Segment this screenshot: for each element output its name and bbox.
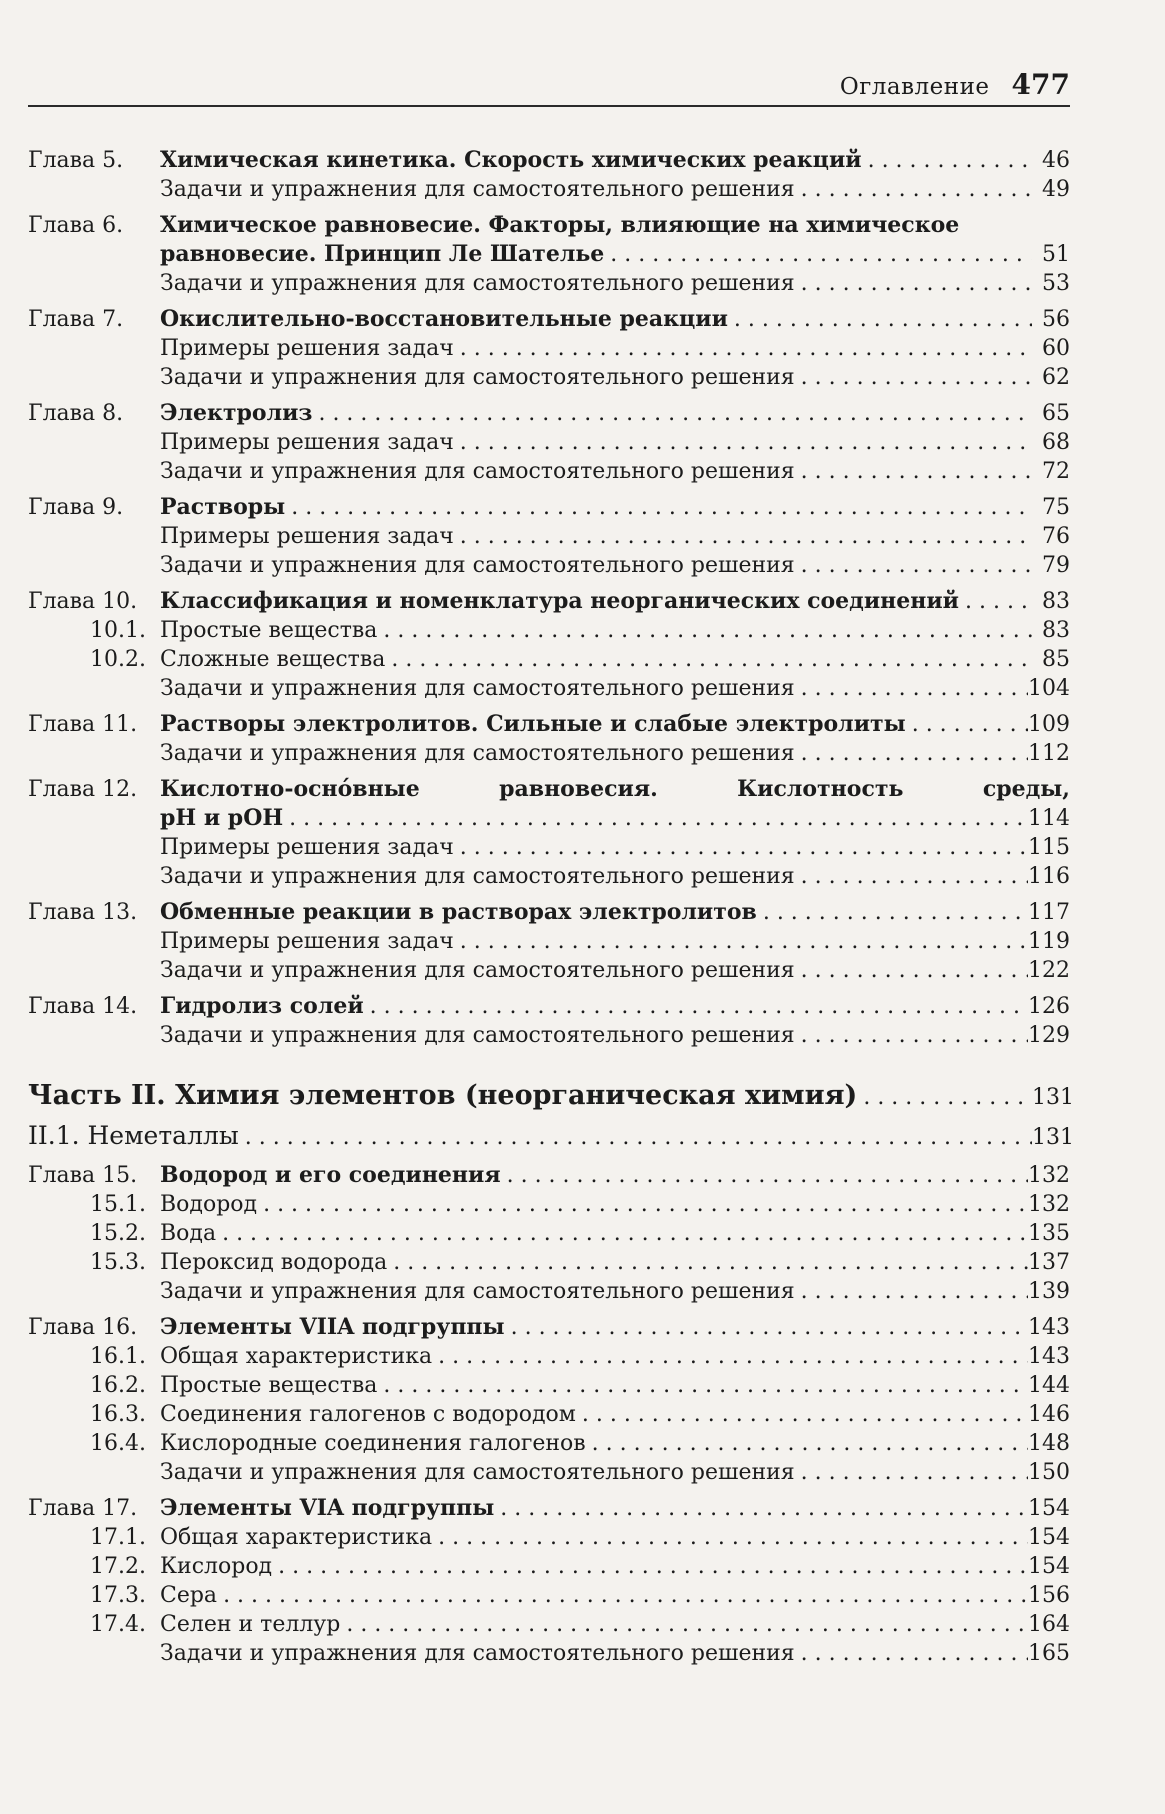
header-rule <box>28 105 1070 107</box>
entry-title: Задачи и упражнения для самостоятельного решения <box>160 958 795 983</box>
section-heading-title: II.1. Неметаллы <box>28 1121 239 1150</box>
chapter-title: Химическая кинетика. Скорость химических реакций <box>160 147 862 173</box>
section-number: 17.4. <box>90 1612 146 1637</box>
page-ref: 154 <box>1028 1525 1070 1550</box>
toc-entry <box>28 457 1070 486</box>
toc-entry <box>28 399 1070 428</box>
toc-entry <box>28 710 1070 739</box>
page-ref: 60 <box>1042 336 1070 361</box>
toc-entry <box>28 1190 1070 1219</box>
toc-entry <box>28 804 1070 833</box>
section-title: Вода <box>160 1221 217 1246</box>
page-ref: 150 <box>1028 1460 1070 1485</box>
chapter-14 <box>28 992 1070 1050</box>
leader-dots <box>906 710 1028 739</box>
section-heading <box>28 1120 1074 1154</box>
page-ref: 117 <box>1028 900 1070 925</box>
section-number: 15.1. <box>90 1192 146 1217</box>
leader-dots <box>795 457 1032 486</box>
part-title: Часть II. Химия элементов (неорганическая химия) <box>28 1080 858 1111</box>
entry-title: Задачи и упражнения для самостоятельного решения <box>160 459 795 484</box>
toc-entry <box>28 334 1070 363</box>
title-word: равновесия. <box>499 776 658 802</box>
toc-entry <box>28 146 1070 175</box>
page-ref: 114 <box>1028 806 1070 831</box>
chapter-17 <box>28 1494 1070 1668</box>
page-number: 477 <box>1011 68 1070 101</box>
page-ref: 112 <box>1028 741 1070 766</box>
chapter-label: Глава 8. <box>28 401 124 426</box>
entry-title: Задачи и упражнения для самостоятельного решения <box>160 553 795 578</box>
leader-dots <box>377 1371 1028 1400</box>
leader-dots <box>862 146 1032 175</box>
leader-dots <box>795 739 1028 768</box>
toc-entry <box>28 1523 1070 1552</box>
toc-entry <box>28 363 1070 392</box>
toc-entry <box>28 305 1070 334</box>
page-ref: 79 <box>1042 553 1070 578</box>
chapter-label: Глава 13. <box>28 900 138 925</box>
page-ref: 165 <box>1028 1641 1070 1666</box>
chapter-label: Глава 9. <box>28 495 124 520</box>
leader-dots <box>795 269 1032 298</box>
toc-entry <box>28 1429 1070 1458</box>
toc-entry <box>28 522 1070 551</box>
toc-entry <box>28 1161 1070 1190</box>
entry-title: Задачи и упражнения для самостоятельного решения <box>160 864 795 889</box>
leader-dots <box>494 1494 1028 1523</box>
entry-title: Задачи и упражнения для самостоятельного решения <box>160 271 795 296</box>
section-title: Сера <box>160 1583 218 1608</box>
leader-dots <box>501 1161 1028 1190</box>
page-ref: 68 <box>1042 430 1070 455</box>
leader-dots <box>454 833 1028 862</box>
chapter-label: Глава 17. <box>28 1496 138 1521</box>
chapter-5 <box>28 146 1070 204</box>
page-ref: 116 <box>1028 864 1070 889</box>
toc-entry <box>28 1494 1070 1523</box>
toc-entry <box>28 240 1070 269</box>
chapter-9 <box>28 493 1070 580</box>
entry-title: Примеры решения задач <box>160 524 454 549</box>
toc-entry <box>28 587 1070 616</box>
toc-entry <box>28 616 1070 645</box>
page-ref: 131 <box>1032 1085 1074 1110</box>
leader-dots <box>285 493 1032 522</box>
title-word: Кислотность <box>737 776 904 802</box>
leader-dots <box>795 1021 1028 1050</box>
chapter-title: Элементы VIA подгруппы <box>160 1495 495 1521</box>
leader-dots <box>757 898 1028 927</box>
chapter-label: Глава 6. <box>28 213 124 238</box>
chapter-title: Растворы <box>160 494 286 520</box>
toc-entry <box>28 1248 1070 1277</box>
running-head <box>28 68 1070 101</box>
leader-dots <box>795 1458 1028 1487</box>
toc-entry <box>28 898 1070 927</box>
page-ref: 62 <box>1042 365 1070 390</box>
section-number: 16.4. <box>90 1431 146 1456</box>
page-ref: 75 <box>1042 495 1070 520</box>
page-ref: 104 <box>1028 676 1070 701</box>
leader-dots <box>795 363 1032 392</box>
leader-dots <box>604 240 1032 269</box>
leader-dots <box>505 1313 1028 1342</box>
chapter-title-line1: Химическое равновесие. Факторы, влияющие на химическое <box>160 212 960 238</box>
entry-title: Задачи и упражнения для самостоятельного решения <box>160 1641 795 1666</box>
page-ref: 143 <box>1028 1315 1070 1340</box>
toc-entry <box>28 551 1070 580</box>
section-number: 15.2. <box>90 1221 146 1246</box>
leader-dots <box>586 1429 1028 1458</box>
section-number: 17.1. <box>90 1525 146 1550</box>
page-ref: 143 <box>1028 1344 1070 1369</box>
toc-entry <box>28 674 1070 703</box>
toc-entry <box>28 956 1070 985</box>
section-number: 16.1. <box>90 1344 146 1369</box>
leader-dots <box>239 1122 1032 1154</box>
toc-entry <box>28 992 1070 1021</box>
chapter-title: Водород и его соединения <box>160 1162 501 1188</box>
entry-title: Задачи и упражнения для самостоятельного решения <box>160 177 795 202</box>
entry-title: Задачи и упражнения для самостоятельного решения <box>160 676 795 701</box>
toc-entry <box>28 175 1070 204</box>
page-ref: 115 <box>1028 835 1070 860</box>
chapter-16 <box>28 1313 1070 1487</box>
title-word: Кислотно-осно́вные <box>160 776 420 802</box>
chapter-title: Электролиз <box>160 400 313 426</box>
leader-dots <box>312 399 1032 428</box>
chapter-10 <box>28 587 1070 703</box>
entry-title: Задачи и упражнения для самостоятельного решения <box>160 365 795 390</box>
leader-dots <box>795 674 1028 703</box>
entry-title: Примеры решения задач <box>160 430 454 455</box>
page-ref: 132 <box>1028 1163 1070 1188</box>
leader-dots <box>795 1639 1028 1668</box>
chapter-title-line2: pH и pOH <box>160 805 284 831</box>
entry-title: Задачи и упражнения для самостоятельного решения <box>160 1460 795 1485</box>
leader-dots <box>272 1552 1028 1581</box>
section-number: 10.1. <box>90 618 146 643</box>
page-ref: 72 <box>1042 459 1070 484</box>
section-title: Сложные вещества <box>160 647 386 672</box>
section-number: 17.3. <box>90 1583 146 1608</box>
page-ref: 51 <box>1042 242 1070 267</box>
chapter-title-line2: равновесие. Принцип Ле Шателье <box>160 241 605 267</box>
page-ref: 49 <box>1042 177 1070 202</box>
chapter-title: Классификация и номенклатура неорганических соединений <box>160 588 959 614</box>
toc-entry <box>28 1371 1070 1400</box>
chapter-title: Окислительно-восстановительные реакции <box>160 306 728 332</box>
leader-dots <box>385 645 1032 674</box>
page-ref: 148 <box>1028 1431 1070 1456</box>
page-ref: 129 <box>1028 1023 1070 1048</box>
chapter-7 <box>28 305 1070 392</box>
page-ref: 65 <box>1042 401 1070 426</box>
chapter-label: Глава 15. <box>28 1163 138 1188</box>
page-ref: 135 <box>1028 1221 1070 1246</box>
chapter-label: Глава 5. <box>28 148 124 173</box>
chapter-title: Гидролиз солей <box>160 993 364 1019</box>
toc-entry <box>28 1400 1070 1429</box>
page-ref: 56 <box>1042 307 1070 332</box>
chapter-15 <box>28 1161 1070 1306</box>
leader-dots <box>857 1080 1032 1116</box>
entry-title: Примеры решения задач <box>160 929 454 954</box>
chapter-label: Глава 12. <box>28 777 138 802</box>
section-title: Кислород <box>160 1554 273 1579</box>
toc-entry <box>28 1552 1070 1581</box>
chapter-title: Растворы электролитов. Сильные и слабые электролиты <box>160 711 906 737</box>
section-title: Пероксид водорода <box>160 1250 388 1275</box>
page-ref: 83 <box>1042 618 1070 643</box>
page-ref: 164 <box>1028 1612 1070 1637</box>
chapter-6 <box>28 211 1070 298</box>
page-ref: 139 <box>1028 1279 1070 1304</box>
toc-entry <box>28 739 1070 768</box>
leader-dots <box>387 1248 1028 1277</box>
entry-title: Примеры решения задач <box>160 336 454 361</box>
leader-dots <box>432 1342 1028 1371</box>
page-ref: 83 <box>1042 589 1070 614</box>
page-ref: 154 <box>1028 1554 1070 1579</box>
section-number: 16.3. <box>90 1402 146 1427</box>
leader-dots <box>576 1400 1028 1429</box>
chapter-8 <box>28 399 1070 486</box>
leader-dots <box>432 1523 1028 1552</box>
leader-dots <box>795 551 1032 580</box>
page-ref: 144 <box>1028 1373 1070 1398</box>
part-heading <box>28 1078 1074 1116</box>
chapter-label: Глава 11. <box>28 712 138 737</box>
leader-dots <box>257 1190 1028 1219</box>
entry-title: Примеры решения задач <box>160 835 454 860</box>
entry-title: Задачи и упражнения для самостоятельного решения <box>160 741 795 766</box>
toc-entry <box>28 645 1070 674</box>
leader-dots <box>216 1219 1028 1248</box>
toc-entry <box>28 1610 1070 1639</box>
toc-entry <box>28 428 1070 457</box>
leader-dots <box>959 587 1032 616</box>
toc-entry <box>28 1277 1070 1306</box>
entry-title: Задачи и упражнения для самостоятельного решения <box>160 1279 795 1304</box>
chapter-13 <box>28 898 1070 985</box>
section-title: Простые вещества <box>160 618 378 643</box>
toc-entry <box>28 1639 1070 1668</box>
page-ref: 122 <box>1028 958 1070 983</box>
page-ref: 119 <box>1028 929 1070 954</box>
chapter-11 <box>28 710 1070 768</box>
leader-dots <box>340 1610 1028 1639</box>
page-ref: 132 <box>1028 1192 1070 1217</box>
page-ref: 137 <box>1028 1250 1070 1275</box>
toc-entry <box>28 1458 1070 1487</box>
leader-dots <box>454 522 1032 551</box>
toc-entry <box>28 1581 1070 1610</box>
chapter-title: Элементы VIIA подгруппы <box>160 1314 505 1340</box>
page-ref: 46 <box>1042 148 1070 173</box>
page-ref: 53 <box>1042 271 1070 296</box>
chapter-label: Глава 7. <box>28 307 124 332</box>
section-title: Общая характеристика <box>160 1344 433 1369</box>
entry-title: Задачи и упражнения для самостоятельного решения <box>160 1023 795 1048</box>
toc-entry <box>28 862 1070 891</box>
leader-dots <box>217 1581 1028 1610</box>
section-number: 17.2. <box>90 1554 146 1579</box>
toc-entry <box>28 1313 1070 1342</box>
leader-dots <box>364 992 1028 1021</box>
section-number: 16.2. <box>90 1373 146 1398</box>
leader-dots <box>454 428 1032 457</box>
chapter-label: Глава 10. <box>28 589 138 614</box>
leader-dots <box>795 956 1028 985</box>
page-ref: 76 <box>1042 524 1070 549</box>
leader-dots <box>377 616 1032 645</box>
section-title: Селен и теллур <box>160 1612 341 1637</box>
leader-dots <box>454 334 1032 363</box>
page-ref: 85 <box>1042 647 1070 672</box>
toc-entry <box>28 1342 1070 1371</box>
leader-dots <box>454 927 1028 956</box>
toc-entry <box>28 211 1070 240</box>
toc-entry <box>28 1219 1070 1248</box>
page-ref: 156 <box>1028 1583 1070 1608</box>
chapter-title: Обменные реакции в растворах электролитов <box>160 899 757 925</box>
leader-dots <box>795 175 1032 204</box>
section-title: Простые вещества <box>160 1373 378 1398</box>
chapter-label: Глава 14. <box>28 994 138 1019</box>
toc-entry <box>28 1021 1070 1050</box>
leader-dots <box>795 862 1028 891</box>
toc-entry <box>28 833 1070 862</box>
title-word: среды, <box>982 776 1070 802</box>
section-title: Кислородные соединения галогенов <box>160 1431 586 1456</box>
section-title: Соединения галогенов с водородом <box>160 1402 576 1427</box>
section-title: Водород <box>160 1192 258 1217</box>
table-of-contents <box>28 146 1074 1668</box>
page-ref: 126 <box>1028 994 1070 1019</box>
page-ref: 146 <box>1028 1402 1070 1427</box>
page-ref: 109 <box>1028 712 1070 737</box>
chapter-label: Глава 16. <box>28 1315 138 1340</box>
page-ref: 154 <box>1028 1496 1070 1521</box>
toc-entry <box>28 269 1070 298</box>
section-number: 10.2. <box>90 647 146 672</box>
chapter-12 <box>28 775 1070 891</box>
leader-dots <box>283 804 1028 833</box>
running-head-title: Оглавление <box>839 74 990 100</box>
page-ref: 131 <box>1032 1125 1074 1150</box>
section-title: Общая характеристика <box>160 1525 433 1550</box>
toc-entry <box>28 493 1070 522</box>
section-number: 15.3. <box>90 1250 146 1275</box>
toc-entry <box>28 775 1070 804</box>
chapter-title-line1 <box>160 775 1070 804</box>
toc-entry <box>28 927 1070 956</box>
leader-dots <box>728 305 1032 334</box>
leader-dots <box>795 1277 1028 1306</box>
